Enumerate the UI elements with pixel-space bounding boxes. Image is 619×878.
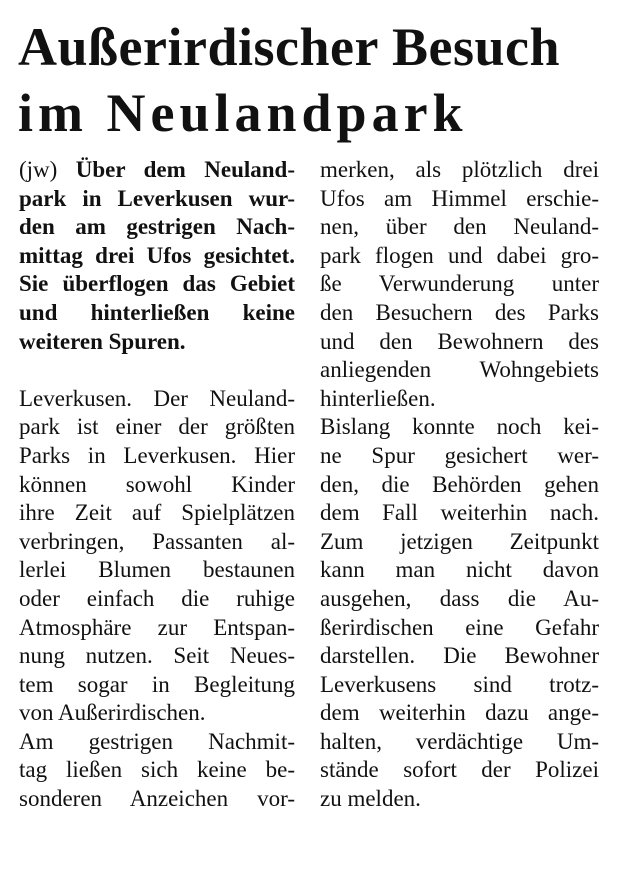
body-line: den, die Behörden gehen bbox=[320, 471, 599, 497]
headline-line-2: im Neulandpark bbox=[18, 83, 468, 143]
body-line: stände sofort der Polizei bbox=[320, 757, 599, 783]
body-paragraph-3 bbox=[320, 413, 599, 813]
lead-line bbox=[19, 156, 295, 185]
body-line: verbringen, Passanten al- bbox=[19, 528, 295, 554]
body-line: oder einfach die ruhige bbox=[19, 585, 295, 611]
body-line: ße Verwunderung unter bbox=[320, 271, 599, 297]
lead-line: mittag drei Ufos gesichtet. bbox=[19, 242, 295, 268]
paragraph-gap bbox=[19, 356, 295, 385]
body-line: Parks in Leverkusen. Hier bbox=[19, 442, 295, 468]
body-line: Am gestrigen Nachmit- bbox=[19, 728, 295, 754]
article-column-right bbox=[320, 156, 599, 814]
body-line: tem sogar in Begleitung bbox=[19, 671, 295, 697]
body-line: Leverkusens sind trotz- bbox=[320, 671, 599, 697]
body-line: ne Spur gesichert wer- bbox=[320, 442, 599, 468]
body-line: den Besuchern des Parks bbox=[320, 299, 599, 325]
body-line: ausgehen, dass die Au- bbox=[320, 585, 599, 611]
body-paragraph-2-start bbox=[19, 728, 295, 814]
body-line: zu melden. bbox=[320, 786, 421, 812]
body-line: hinterließen. bbox=[320, 385, 436, 411]
article-column-left bbox=[19, 156, 295, 814]
body-line: tag ließen sich keine be- bbox=[19, 757, 295, 783]
lead-paragraph bbox=[19, 156, 295, 356]
body-line: und den Bewohnern des bbox=[320, 328, 599, 354]
body-paragraph-2-cont bbox=[320, 156, 599, 413]
body-line: Zum jetzigen Zeitpunkt bbox=[320, 528, 599, 554]
body-line: kann man nicht davon bbox=[320, 557, 599, 583]
lead-line: Sie überflogen das Gebiet bbox=[19, 271, 295, 297]
body-line: halten, verdächtige Um- bbox=[320, 728, 599, 754]
lead-line: den am gestrigen Nach- bbox=[19, 214, 295, 240]
body-line: Atmosphäre zur Entspan- bbox=[19, 614, 295, 640]
body-line: nung nutzen. Seit Neues- bbox=[19, 643, 295, 669]
body-paragraph-1 bbox=[19, 385, 295, 728]
body-line: ßerirdischen eine Gefahr bbox=[320, 614, 599, 640]
body-line: darstellen. Die Bewohner bbox=[320, 643, 599, 669]
body-line: können sowohl Kinder bbox=[19, 471, 295, 497]
body-line: dem weiterhin dazu ange- bbox=[320, 700, 599, 726]
body-line: nen, über den Neuland- bbox=[320, 214, 599, 240]
body-line: Bislang konnte noch kei- bbox=[320, 414, 599, 440]
author-tag: (jw) bbox=[19, 157, 58, 182]
lead-line: weiteren Spuren. bbox=[19, 328, 186, 354]
body-line: von Außerirdischen. bbox=[19, 700, 206, 726]
body-line: Leverkusen. Der Neuland- bbox=[19, 385, 295, 411]
lead-line: und hinterließen keine bbox=[19, 299, 295, 325]
body-line: ihre Zeit auf Spielplätzen bbox=[19, 500, 295, 526]
body-line: Ufos am Himmel erschie- bbox=[320, 185, 599, 211]
body-line: park flogen und dabei gro- bbox=[320, 242, 599, 268]
body-line: anliegenden Wohngebiets bbox=[320, 357, 599, 383]
lead-text: Über dem Neuland- bbox=[57, 157, 295, 182]
headline bbox=[18, 14, 608, 146]
lead-line: park in Leverkusen wur- bbox=[19, 185, 295, 211]
body-line: sonderen Anzeichen vor- bbox=[19, 786, 295, 812]
body-line: lerlei Blumen bestaunen bbox=[19, 557, 295, 583]
headline-line-1: Außerirdischer Besuch bbox=[18, 17, 561, 77]
body-line: merken, als plötzlich drei bbox=[320, 157, 599, 182]
body-line: dem Fall weiterhin nach. bbox=[320, 500, 599, 526]
body-line: park ist einer der größten bbox=[19, 414, 295, 440]
